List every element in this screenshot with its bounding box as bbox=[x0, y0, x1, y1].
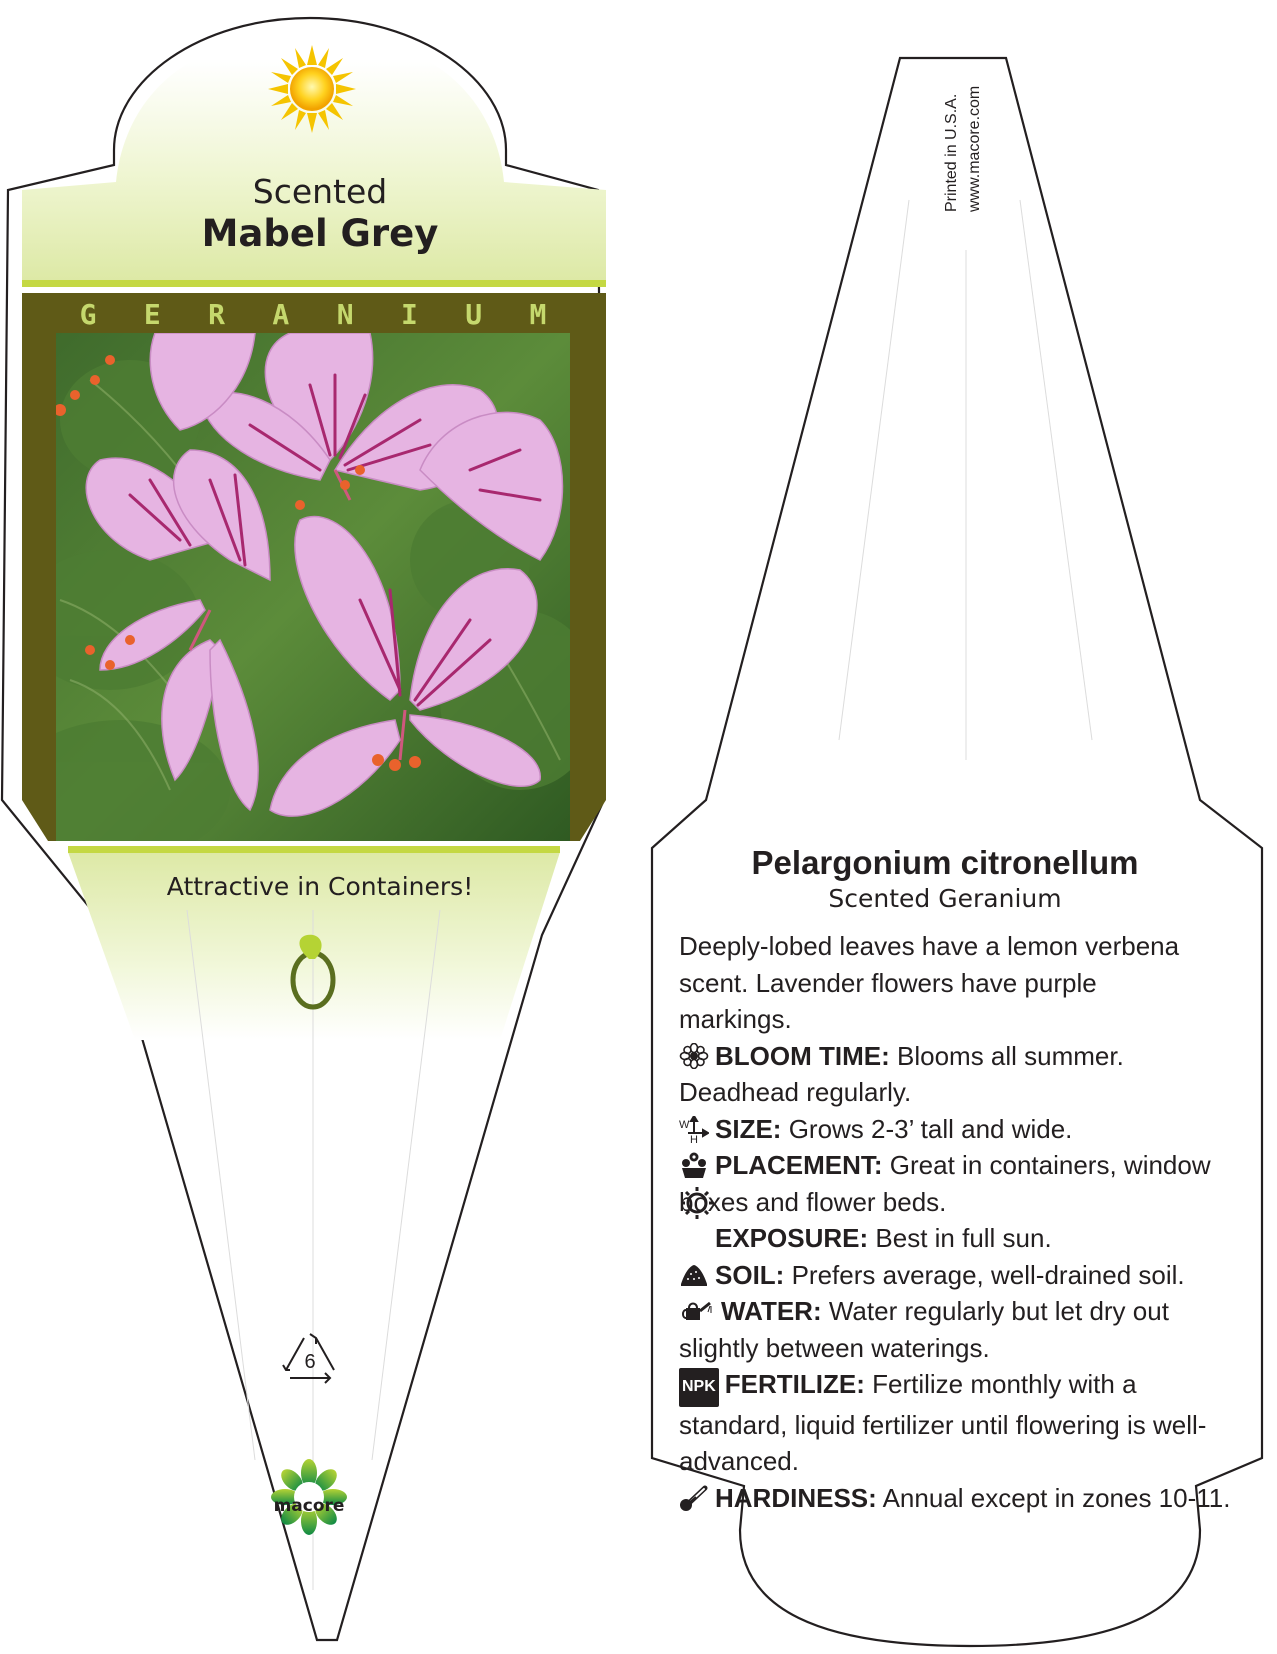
care-bloom bbox=[679, 1038, 1249, 1111]
care-text: Prefers average, well-drained soil. bbox=[791, 1259, 1185, 1290]
watering-can-icon bbox=[679, 1298, 715, 1324]
cultivar-line-2: Mabel Grey bbox=[201, 212, 439, 255]
npk-icon: NPK bbox=[679, 1368, 719, 1407]
genus-letter: R bbox=[208, 298, 225, 331]
placement-icon bbox=[679, 1152, 709, 1178]
care-instructions bbox=[679, 928, 1249, 1516]
care-label: HARDINESS: bbox=[715, 1482, 877, 1513]
common-name: Scented Geranium bbox=[828, 884, 1062, 913]
care-water bbox=[679, 1293, 1249, 1366]
care-label: PLACEMENT: bbox=[715, 1150, 883, 1180]
cultivar-line-1: Scented bbox=[252, 172, 388, 211]
care-text: Annual except in zones 10-11. bbox=[882, 1482, 1231, 1513]
care-text: Best in full sun. bbox=[875, 1223, 1052, 1253]
header-lime-line bbox=[22, 280, 606, 287]
genus-letter: U bbox=[465, 298, 483, 331]
care-hardiness bbox=[679, 1480, 1249, 1517]
care-size bbox=[679, 1111, 1249, 1148]
size-icon-h: H bbox=[690, 1133, 698, 1146]
genus-letter: M bbox=[529, 298, 547, 331]
care-placement bbox=[679, 1147, 1249, 1220]
soil-icon bbox=[679, 1262, 709, 1288]
care-text: Blooms all summer. Deadhead regularly. bbox=[679, 1040, 1124, 1107]
flower-icon bbox=[679, 1043, 709, 1069]
genus-label bbox=[78, 298, 548, 331]
care-label: SOIL: bbox=[715, 1259, 785, 1290]
care-fertilize bbox=[679, 1366, 1249, 1480]
footer-lime-line bbox=[68, 846, 560, 853]
care-label: FERTILIZE: bbox=[724, 1369, 865, 1399]
brand-logo-text: macore bbox=[273, 1496, 345, 1516]
care-text: Grows 2-3’ tall and wide. bbox=[788, 1113, 1073, 1144]
care-label: WATER: bbox=[721, 1296, 822, 1326]
front-tag bbox=[2, 18, 606, 1640]
recycle-code: 6 bbox=[304, 1351, 316, 1373]
tagline: Attractive in Containers! bbox=[166, 872, 474, 901]
thermometer-icon bbox=[679, 1485, 709, 1511]
flower-photo bbox=[10, 333, 600, 860]
description: Deeply-lobed leaves have a lemon verbena scent. Lavender flowers have purple markings. bbox=[679, 931, 1180, 1034]
care-label: SIZE: bbox=[715, 1113, 782, 1144]
care-label: BLOOM TIME: bbox=[715, 1040, 890, 1071]
exposure-icon-slot bbox=[679, 1225, 709, 1251]
care-exposure bbox=[679, 1220, 1249, 1257]
sun-icon-front bbox=[268, 45, 356, 133]
care-text: Fertilize monthly with a standard, liquid fertilizer until flowering is well-advanced. bbox=[679, 1369, 1207, 1476]
care-text: Great in containers, window boxes and flower beds. bbox=[679, 1150, 1211, 1217]
care-soil bbox=[679, 1257, 1249, 1294]
genus-letter: G bbox=[79, 298, 97, 331]
botanical-name: Pelargonium citronellum bbox=[751, 844, 1139, 881]
size-icon-w: W bbox=[679, 1118, 690, 1131]
genus-letter: E bbox=[143, 298, 161, 331]
website: www.macore.com bbox=[966, 85, 983, 212]
size-icon bbox=[679, 1116, 709, 1146]
genus-letter: I bbox=[400, 298, 418, 331]
genus-letter: A bbox=[272, 298, 290, 331]
printed-in-usa: Printed in U.S.A. bbox=[943, 93, 960, 212]
care-label: EXPOSURE: bbox=[715, 1223, 869, 1253]
care-text: Water regularly but let dry out slightly between waterings. bbox=[679, 1296, 1169, 1363]
genus-letter: N bbox=[336, 298, 354, 331]
